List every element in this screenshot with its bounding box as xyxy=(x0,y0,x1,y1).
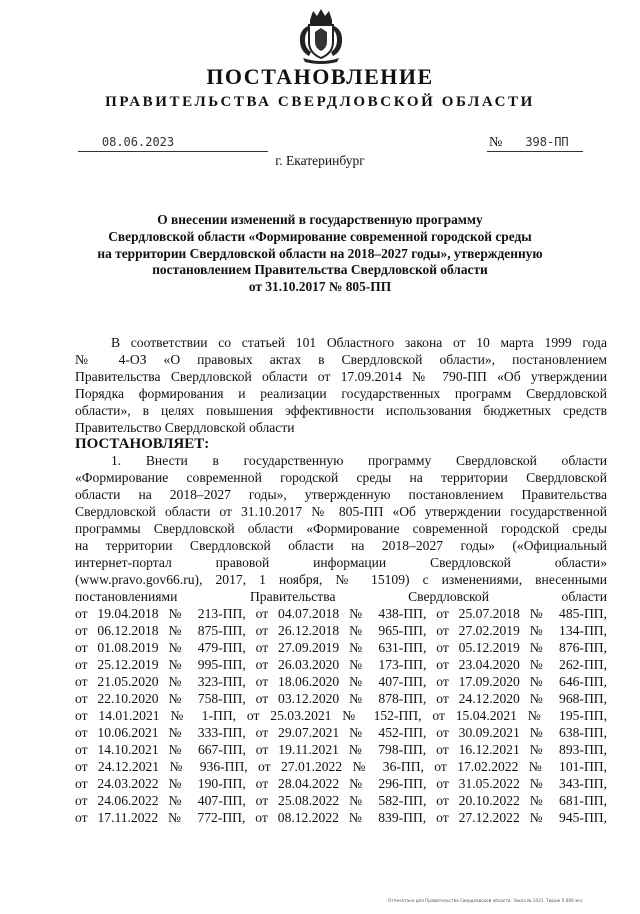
text-line: от 14.01.2021 № 1-ПП, от 25.03.2021 № 152-ПП, от 15.04.2021 № 195-ПП, xyxy=(75,708,607,723)
date-underline xyxy=(78,151,268,152)
preamble-paragraph xyxy=(75,334,607,436)
print-footer: Отпечатано для Правительства Свердловской области. Заказ № 1421. Тираж 5 000 экз. xyxy=(388,898,584,903)
text-line: интернет-портал правовой информации Свердловской области» xyxy=(75,555,607,570)
text-line: «Формирование современной городской среды на территории Свердловской xyxy=(75,470,607,485)
text-line: от 25.12.2019 № 995-ПП, от 26.03.2020 № 173-ПП, от 23.04.2020 № 262-ПП, xyxy=(75,657,607,672)
item-1-paragraph xyxy=(75,452,607,826)
number-sign: № xyxy=(489,135,503,150)
coat-of-arms-emblem xyxy=(293,6,349,64)
document-date: 08.06.2023 xyxy=(101,135,175,149)
text-line: от 21.05.2020 № 323-ПП, от 18.06.2020 № 407-ПП, от 17.09.2020 № 646-ПП, xyxy=(75,674,607,689)
text-line: области на 2018–2027 годы», утвержденную постановлением Правительства xyxy=(75,487,607,502)
text-line: (www.pravo.gov66.ru), 2017, 1 ноября, № 15109) с изменениями, внесенными xyxy=(75,572,607,587)
text-line: 1. Внести в государственную программу Свердловской области xyxy=(111,453,607,468)
text-line: постановлениями Правительства Свердловской области xyxy=(75,589,607,604)
text-line: от 06.12.2018 № 875-ПП, от 26.12.2018 № 965-ПП, от 27.02.2019 № 134-ПП, xyxy=(75,623,607,638)
subject-line: на территории Свердловской области на 2018–2027 годы», утвержденную xyxy=(97,245,543,261)
document-type-title: ПОСТАНОВЛЕНИЕ xyxy=(206,64,434,89)
subject-line: Свердловской области «Формирование современной городской среды xyxy=(108,228,532,244)
text-line: от 01.08.2019 № 479-ПП, от 27.09.2019 № 631-ПП, от 05.12.2019 № 876-ПП, xyxy=(75,640,607,655)
text-line: Порядка формирования и реализации государственных программ Свердловской xyxy=(75,386,607,401)
text-line: Свердловской области от 31.10.2017 № 805-ПП «Об утверждении государственной xyxy=(75,504,607,519)
text-line: от 19.04.2018 № 213-ПП, от 04.07.2018 № 438-ПП, от 25.07.2018 № 485-ПП, xyxy=(75,606,607,621)
text-line: от 24.06.2022 № 407-ПП, от 25.08.2022 № 582-ПП, от 20.10.2022 № 681-ПП, xyxy=(75,793,607,808)
issuing-authority: ПРАВИТЕЛЬСТВА СВЕРДЛОВСКОЙ ОБЛАСТИ xyxy=(105,94,535,110)
text-line: Правительство Свердловской области xyxy=(75,420,295,435)
subject-line: от 31.10.2017 № 805-ПП xyxy=(248,279,392,295)
text-line: В соответствии со статьей 101 Областного закона от 10 марта 1999 года xyxy=(111,335,607,350)
document-number: 398-ПП xyxy=(525,135,569,149)
document-subject xyxy=(60,212,580,296)
text-line: от 24.12.2021 № 936-ПП, от 27.01.2022 № 36-ПП, от 17.02.2022 № 101-ПП, xyxy=(75,759,607,774)
text-line: от 17.11.2022 № 772-ПП, от 08.12.2022 № 839-ПП, от 27.12.2022 № 945-ПП, xyxy=(75,810,607,825)
text-line: от 24.03.2022 № 190-ПП, от 28.04.2022 № 296-ПП, от 31.05.2022 № 343-ПП, xyxy=(75,776,607,791)
text-line: № 4-ОЗ «О правовых актах в Свердловской области», постановлением xyxy=(75,352,607,367)
decree-word: ПОСТАНОВЛЯЕТ: xyxy=(75,436,210,452)
text-line: от 10.06.2021 № 333-ПП, от 29.07.2021 № 452-ПП, от 30.09.2021 № 638-ПП, xyxy=(75,725,607,740)
text-line: Правительства Свердловской области от 17.09.2014 № 790-ПП «Об утверждении xyxy=(75,369,607,384)
city-name: г. Екатеринбург xyxy=(275,153,365,168)
text-line: от 22.10.2020 № 758-ПП, от 03.12.2020 № 878-ПП, от 24.12.2020 № 968-ПП, xyxy=(75,691,607,706)
text-line: от 14.10.2021 № 667-ПП, от 19.11.2021 № 798-ПП, от 16.12.2021 № 893-ПП, xyxy=(75,742,607,757)
text-line: области», в целях повышения эффективности использования бюджетных средств xyxy=(75,403,607,418)
document-body xyxy=(75,334,607,826)
text-line: на территории Свердловской области на 2018–2027 годы» («Официальный xyxy=(75,538,607,553)
subject-line: О внесении изменений в государственную программу xyxy=(157,212,483,227)
number-underline xyxy=(487,151,583,152)
text-line: программы Свердловской области «Формирование современной городской среды xyxy=(75,521,607,536)
subject-line: постановлением Правительства Свердловской области xyxy=(152,262,488,278)
